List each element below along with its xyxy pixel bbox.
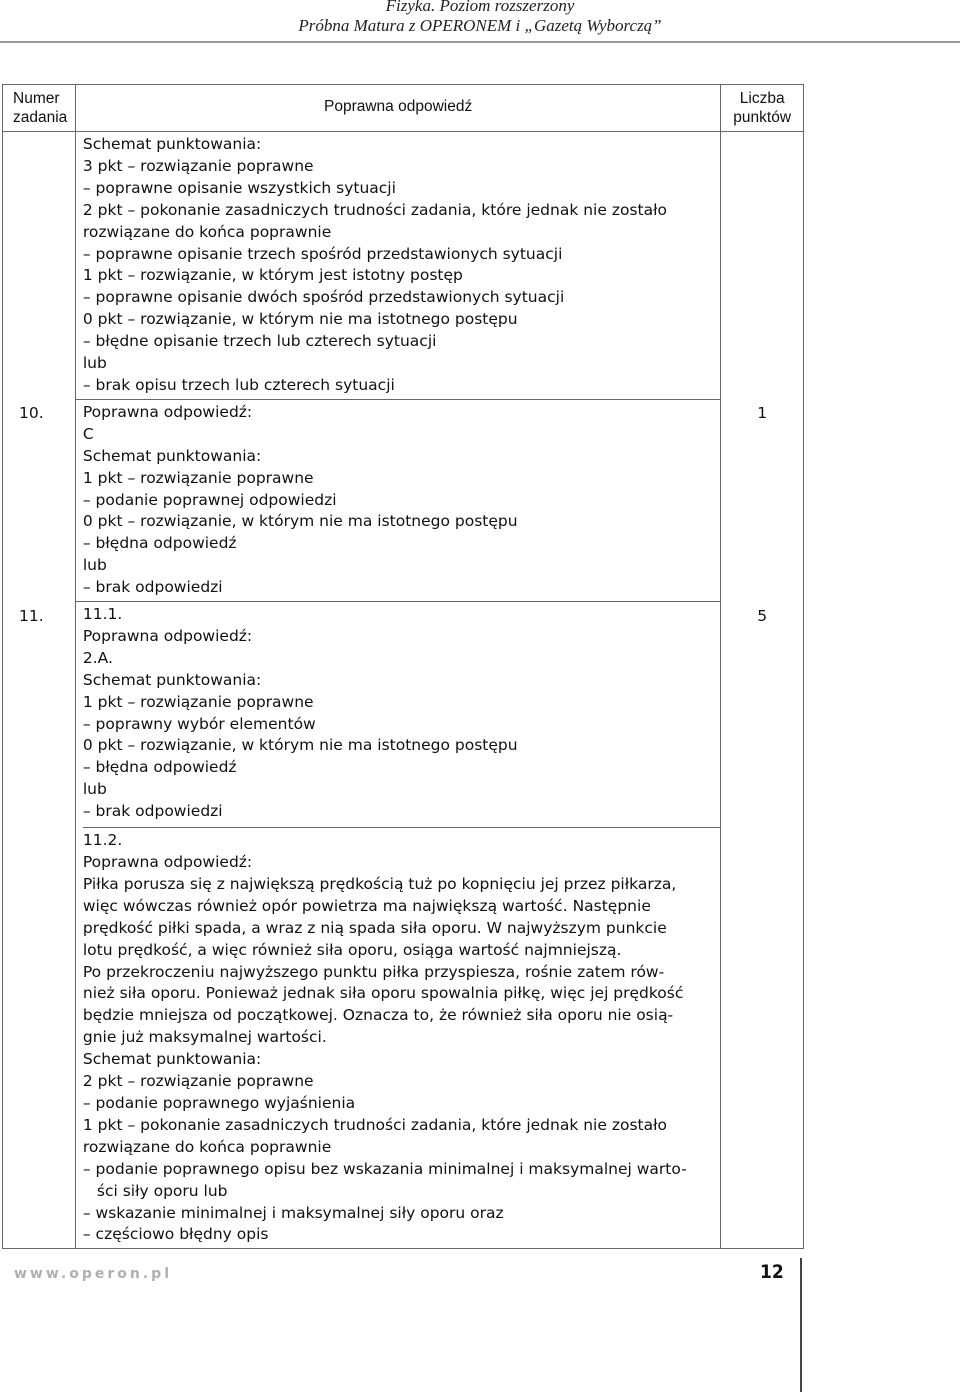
header-title: Fizyka. Poziom rozszerzony xyxy=(385,0,575,15)
text-line: 1 pkt – rozwiązanie poprawne xyxy=(82,468,314,487)
text-line: 11.2. xyxy=(82,831,123,850)
answer-lines-part1 xyxy=(83,604,712,823)
header-subtitle: Próbna Matura z OPERONEM i „Gazetą Wyborczą” xyxy=(298,16,662,35)
text-line: Po przekroczeniu najwyższego punktu piłka przyspiesza, rośnie zatem rów- xyxy=(82,962,665,981)
text-line: 2 pkt – pokonanie zasadniczych trudności zadania, które jednak nie zostało xyxy=(82,200,667,219)
text-line: – błędna odpowiedź xyxy=(82,534,237,553)
answer-lines-part2 xyxy=(83,827,720,1246)
text-line: 11.1. xyxy=(82,605,123,624)
table-row-q10 xyxy=(3,399,804,601)
table-header-row xyxy=(3,85,804,132)
text-line: lub xyxy=(82,556,107,575)
cell-answer xyxy=(75,132,720,400)
text-line: – poprawne opisanie dwóch spośród przedstawionych sytuacji xyxy=(82,288,565,307)
text-line: – brak odpowiedzi xyxy=(82,802,223,821)
text-line: Schemat punktowania: xyxy=(82,446,262,465)
text-line: – częściowo błędny opis xyxy=(82,1225,269,1244)
text-line: lotu prędkość, a więc również siła oporu, osiąga wartość najmniejszą. xyxy=(82,940,622,959)
text-line: – poprawny wybór elementów xyxy=(82,714,316,733)
answer-lines xyxy=(83,402,712,599)
footer-url: www.operon.pl xyxy=(14,1266,172,1282)
text-line: Schemat punktowania: xyxy=(82,135,262,153)
text-line: 1 pkt – rozwiązanie poprawne xyxy=(82,692,314,711)
text-line: będzie mniejsza od początkowej. Oznacza to, że również siła oporu nie osią- xyxy=(82,1006,674,1025)
text-line: Poprawna odpowiedź: xyxy=(82,402,253,421)
table-row-continued xyxy=(3,132,804,400)
text-line: – podanie poprawnego wyjaśnienia xyxy=(82,1093,356,1112)
text-line: prędkość piłki spada, a wraz z nią spada siła oporu. W najwyższym punkcie xyxy=(82,918,667,937)
text-line: Poprawna odpowiedź: xyxy=(82,853,253,871)
page-number: 12 xyxy=(760,1261,784,1283)
text-line: Piłka porusza się z największą prędkością tuż po kopnięciu jej przez piłkarza, xyxy=(82,874,677,893)
text-line: – błędne opisanie trzech lub czterech sytuacji xyxy=(82,332,437,351)
page-edge-rule xyxy=(800,1258,802,1392)
text-line: C xyxy=(82,424,94,443)
answer-key-table xyxy=(2,84,804,1249)
text-line: 1 pkt – rozwiązanie, w którym jest istotny postęp xyxy=(82,266,463,285)
text-line: Schemat punktowania: xyxy=(82,670,262,689)
text-line: rozwiązane do końca poprawnie xyxy=(82,1137,332,1156)
text-line: – podanie poprawnego opisu bez wskazania minimalnej i maksymalnej warto- xyxy=(82,1159,687,1178)
cell-number xyxy=(3,132,76,400)
header-answer: Poprawna odpowiedź xyxy=(75,85,720,132)
cell-answer xyxy=(75,602,720,1249)
text-line: – brak odpowiedzi xyxy=(82,578,223,597)
question-number: 11. xyxy=(3,602,76,1249)
question-number: 10. xyxy=(3,399,76,601)
cell-answer xyxy=(75,399,720,601)
text-line: 1 pkt – pokonanie zasadniczych trudności zadania, które jednak nie zostało xyxy=(82,1115,667,1134)
table-row-q11 xyxy=(3,602,804,1249)
text-line: lub xyxy=(82,780,107,799)
text-line: – wskazanie minimalnej i maksymalnej siły oporu oraz xyxy=(82,1203,504,1222)
text-line: 0 pkt – rozwiązanie, w którym nie ma istotnego postępu xyxy=(82,736,518,755)
text-line: – poprawne opisanie wszystkich sytuacji xyxy=(82,178,396,197)
text-line: 0 pkt – rozwiązanie, w którym nie ma istotnego postępu xyxy=(82,310,518,329)
header-number: Numer zadania xyxy=(3,85,76,132)
text-line: Poprawna odpowiedź: xyxy=(82,626,253,645)
text-line: więc wówczas również opór powietrza ma największą wartość. Następnie xyxy=(82,896,651,915)
text-line: ści siły oporu lub xyxy=(96,1181,228,1200)
text-line: 0 pkt – rozwiązanie, w którym nie ma istotnego postępu xyxy=(82,512,518,531)
scoring-lines xyxy=(83,134,712,397)
text-line: 2 pkt – rozwiązanie poprawne xyxy=(82,1072,314,1091)
text-line: gnie już maksymalnej wartości. xyxy=(82,1028,327,1047)
text-line: 3 pkt – rozwiązanie poprawne xyxy=(82,156,314,175)
text-line: rozwiązane do końca poprawnie xyxy=(82,222,332,241)
text-line: Schemat punktowania: xyxy=(82,1050,262,1069)
cell-points xyxy=(721,132,804,400)
points-value: 1 xyxy=(721,399,804,601)
header-points: Liczba punktów xyxy=(721,85,804,132)
text-line: lub xyxy=(82,354,107,373)
text-line: nież siła oporu. Ponieważ jednak siła oporu spowalnia piłkę, więc jej prędkość xyxy=(82,984,684,1003)
points-value: 5 xyxy=(721,602,804,1249)
text-line: – błędna odpowiedź xyxy=(82,758,237,777)
header-divider xyxy=(0,41,960,43)
text-line: – brak opisu trzech lub czterech sytuacji xyxy=(82,375,395,394)
text-line: 2.A. xyxy=(82,648,113,667)
text-line: – poprawne opisanie trzech spośród przedstawionych sytuacji xyxy=(82,244,563,263)
text-line: – podanie poprawnej odpowiedzi xyxy=(82,490,337,509)
